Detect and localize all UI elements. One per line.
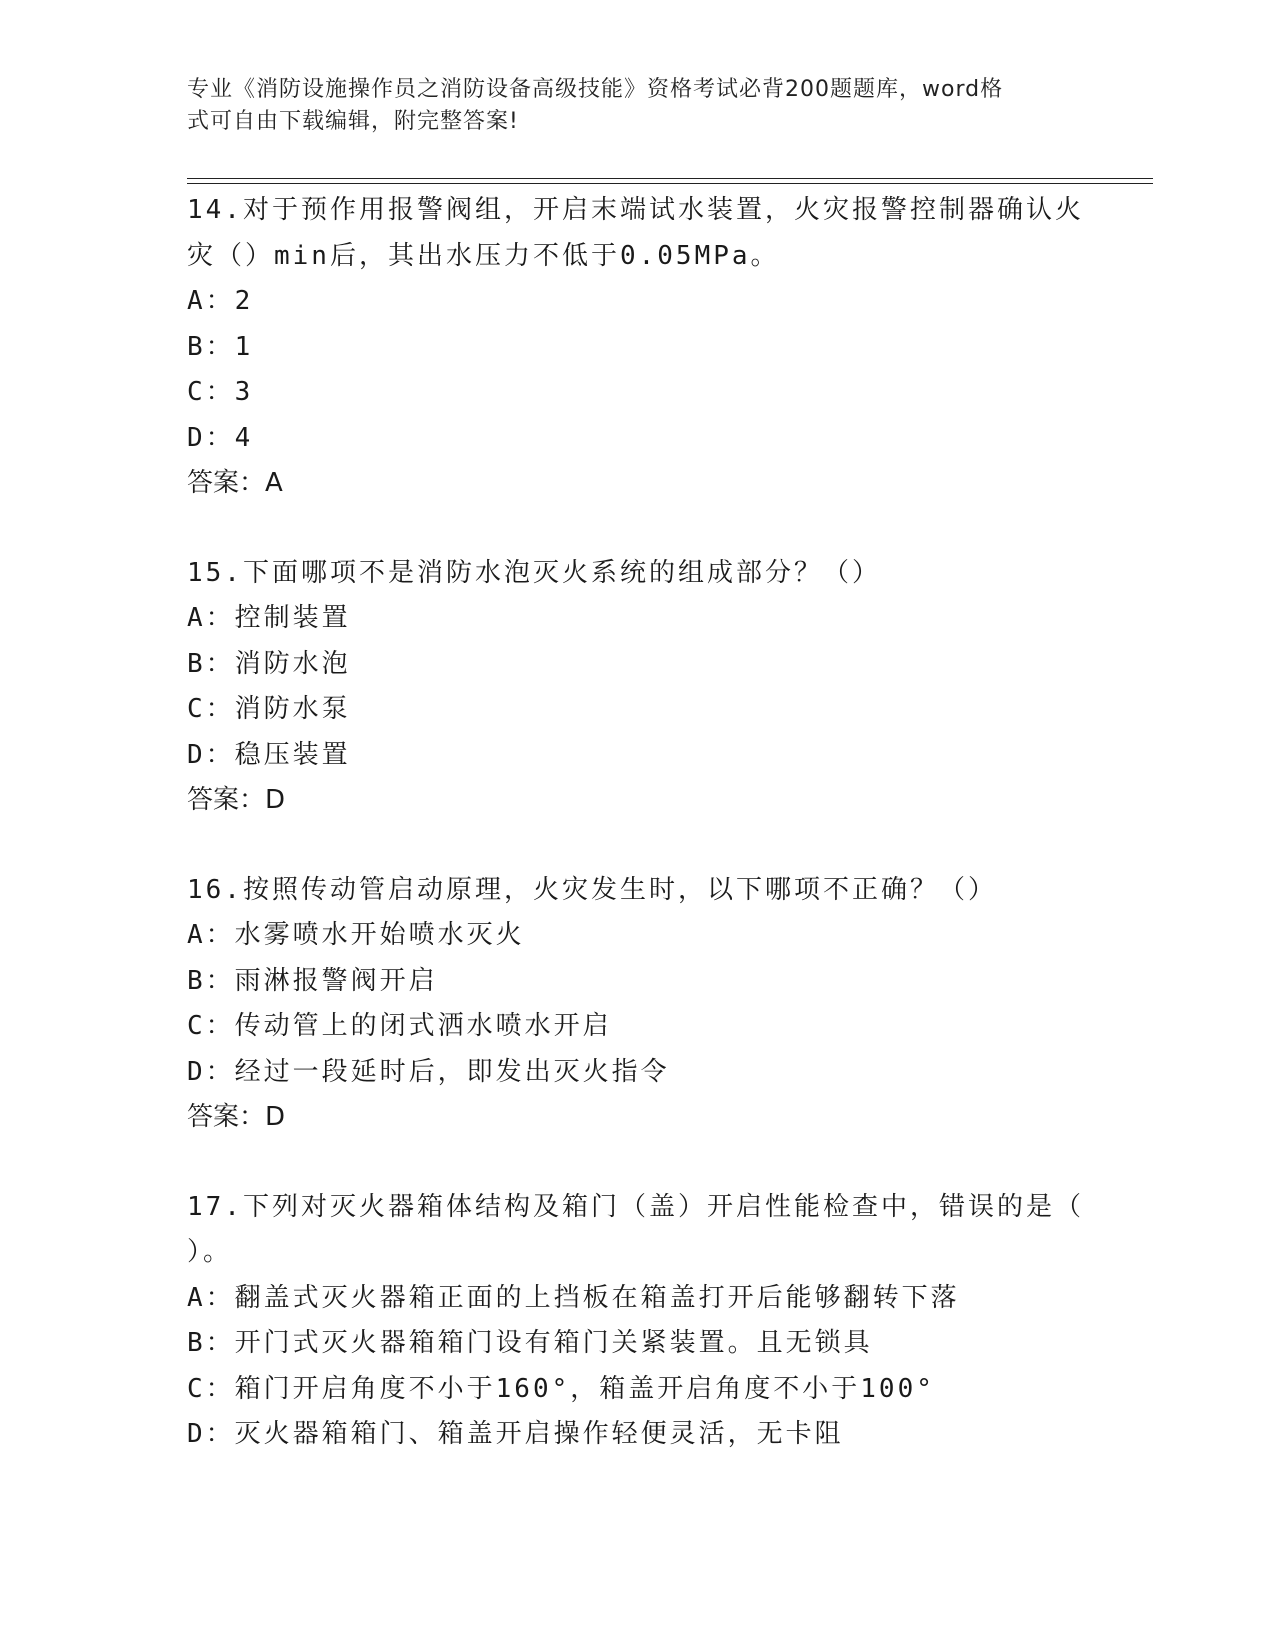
question-16 <box>187 868 1087 1141</box>
option-c: C：箱门开启角度不小于160°，箱盖开启角度不小于100° <box>187 1373 935 1404</box>
option-a: A：水雾喷水开始喷水灭火 <box>187 920 525 950</box>
option-b: B：1 <box>187 331 254 362</box>
question-stem-continued: 灾（）min后，其出水压力不低于0.05MPa。 <box>187 240 780 271</box>
option-a: A：2 <box>187 286 254 316</box>
option-d: D：经过一段延时后，即发出灭火指令 <box>187 1056 670 1087</box>
option-c: C：3 <box>187 377 254 407</box>
question-15 <box>187 551 1087 824</box>
option-b: B：雨淋报警阀开启 <box>187 965 438 996</box>
spacer <box>187 824 1087 868</box>
option-b: B：消防水泡 <box>187 648 351 679</box>
spacer <box>187 507 1087 551</box>
header-divider-bottom <box>187 183 1153 184</box>
question-stem: 15.下面哪项不是消防水泡灭火系统的组成部分？（） <box>187 557 881 588</box>
spacer <box>187 1141 1087 1185</box>
answer: 答案：D <box>187 1102 286 1132</box>
document-header <box>187 74 1067 138</box>
question-stem-continued: ）。 <box>187 1237 233 1267</box>
option-b: B：开门式灭火器箱箱门设有箱门关紧装置。且无锁具 <box>187 1328 873 1358</box>
header-divider-top <box>187 178 1153 179</box>
header-line-2: 式可自由下载编辑，附完整答案! <box>187 109 519 134</box>
answer: 答案：A <box>187 468 283 498</box>
question-stem: 14.对于预作用报警阀组，开启末端试水装置，火灾报警控制器确认火 <box>187 195 1084 225</box>
answer: 答案：D <box>187 785 286 815</box>
option-a: A：控制装置 <box>187 603 351 633</box>
header-line-1: 专业《消防设施操作员之消防设备高级技能》资格考试必背200题题库，word格 <box>187 77 1004 102</box>
question-list <box>187 188 1087 1458</box>
option-d: D：稳压装置 <box>187 739 351 770</box>
option-c: C：消防水泵 <box>187 694 351 724</box>
option-d: D：灭火器箱箱门、箱盖开启操作轻便灵活，无卡阻 <box>187 1419 844 1449</box>
question-14 <box>187 188 1087 507</box>
option-c: C：传动管上的闭式洒水喷水开启 <box>187 1011 612 1041</box>
question-stem: 17.下列对灭火器箱体结构及箱门（盖）开启性能检查中，错误的是（ <box>187 1191 1084 1222</box>
option-a: A：翻盖式灭火器箱正面的上挡板在箱盖打开后能够翻转下落 <box>187 1282 960 1313</box>
option-d: D：4 <box>187 422 254 453</box>
question-stem: 16.按照传动管启动原理，火灾发生时，以下哪项不正确？（） <box>187 874 997 905</box>
question-17 <box>187 1185 1087 1458</box>
